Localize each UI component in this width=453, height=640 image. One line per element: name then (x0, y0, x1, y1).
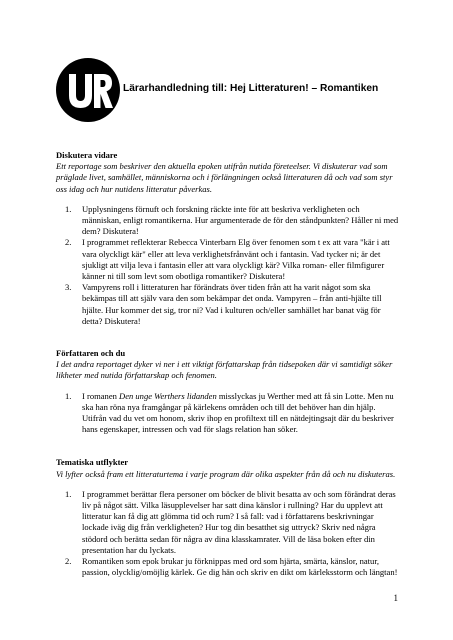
list-item (56, 556, 400, 578)
section-tematiska-utflykter (56, 457, 400, 578)
item-text: I programmet reflekterar Rebecca Vinterbarn Elg över fenomen som t ex att vara "kär i att vara olyckligt kär" eller att leva verklighetsfrånvänt och i fantasin. Vad tycker ni; är det sjukligt att vilja leva i fantasin eller att vara olyckligt kär? Vilka roman- eller filmfigurer känner ni till som levt som obotliga romantiker? Diskutera! (82, 237, 390, 282)
section-heading: Diskutera vidare (56, 150, 118, 160)
item-text-pre: I romanen (82, 390, 120, 401)
ur-logo (56, 58, 120, 122)
item-text-post: misslyckas ju Werther med att få sin Lotte. Men nu ska han röna nya framgångar på kärlekens områden och till det behöver han din hjälp. Utifrån vad du vet om honom, skriv ihop en profiltext till en nätdejtingsajt där du beskriver hans egenskaper, intressen och vad för slags relation han söker. (82, 390, 394, 435)
item-number: 1. (65, 488, 72, 499)
item-text: I programmet berättar flera personer om böcker de blivit besatta av och som förändrat deras liv på något sätt. Vilka läsupplevelser har satt dina känslor i rullning? Har du upplevt att litteratur kan få dig att glömma tid och rum? I så fall: vad i författarens beskrivningar lockade iväg dig från verkligheten? Hur tog din besatthet sig uttryck? Skriv ned några stödord och berätta sedan för några av dina klasskamrater. Vill de läsa boken efter din presentation har du lyckats. (82, 488, 396, 555)
item-number: 1. (65, 203, 72, 214)
task-list (56, 391, 400, 436)
section-heading: Tematiska utflykter (56, 457, 129, 468)
document-title: Lärarhandledning till: Hej Litteraturen! – Romantiken (123, 83, 379, 94)
section-heading: Författaren och du (56, 348, 126, 359)
list-item (56, 204, 400, 238)
section-intro: Ett reportage som beskriver den aktuella epoken utifrån nutida företeelser. Vi diskuterar vad som präglade livet, samhället, människorna och i förlängningen också litteraturen då och vad som styr oss idag och hur nutidens litteratur påverkas. (56, 161, 393, 194)
item-number: 2. (65, 556, 72, 567)
section-forfattaren-och-du (56, 348, 400, 435)
page-number: 1 (393, 593, 398, 603)
item-number: 2. (65, 237, 72, 248)
item-text: Upplysningens förnuft och forskning räckte inte för att beskriva verkligheten och människan, enligt romantikerna. Hur argumenterade de för den ståndpunkten? Håller ni med dem? Diskutera! (82, 203, 399, 237)
question-list (56, 204, 400, 327)
list-item (56, 237, 400, 282)
list-item (56, 282, 400, 327)
item-number: 3. (65, 282, 72, 293)
task-list (56, 489, 400, 579)
item-number: 1. (65, 390, 72, 401)
section-diskutera-vidare (56, 150, 400, 327)
list-item (56, 391, 400, 436)
item-text: Vampyrens roll i litteraturen har förändrats över tiden från att ha varit något som ska bekämpas till att själv vara den som bekämpar det onda. Vampyren – från anti-hjälte till hjälte. Hur kommer det sig, tror ni? Vad i kulturen och/eller samhället har banat väg för detta? Diskutera! (82, 282, 382, 326)
document-body (56, 150, 400, 579)
list-item (56, 489, 400, 556)
section-intro: I det andra reportaget dyker vi ner i ett viktigt författarskap från tidsepoken där vi samtidigt söker likheter med nutida författarskap och fenomen. (56, 359, 393, 381)
section-intro: Vi lyfter också fram ett litteraturtema i varje program där olika aspekter från då och nu diskuteras. (56, 468, 396, 479)
item-text: Romantiken som epok brukar ju förknippas med ord som hjärta, smärta, känslor, natur, passion, olycklig/omöjlig kärlek. Ge dig hän och skriv en dikt om kärleksstorm och längtan! (82, 556, 398, 578)
book-title: Den unge Werthers lidanden (119, 390, 217, 401)
